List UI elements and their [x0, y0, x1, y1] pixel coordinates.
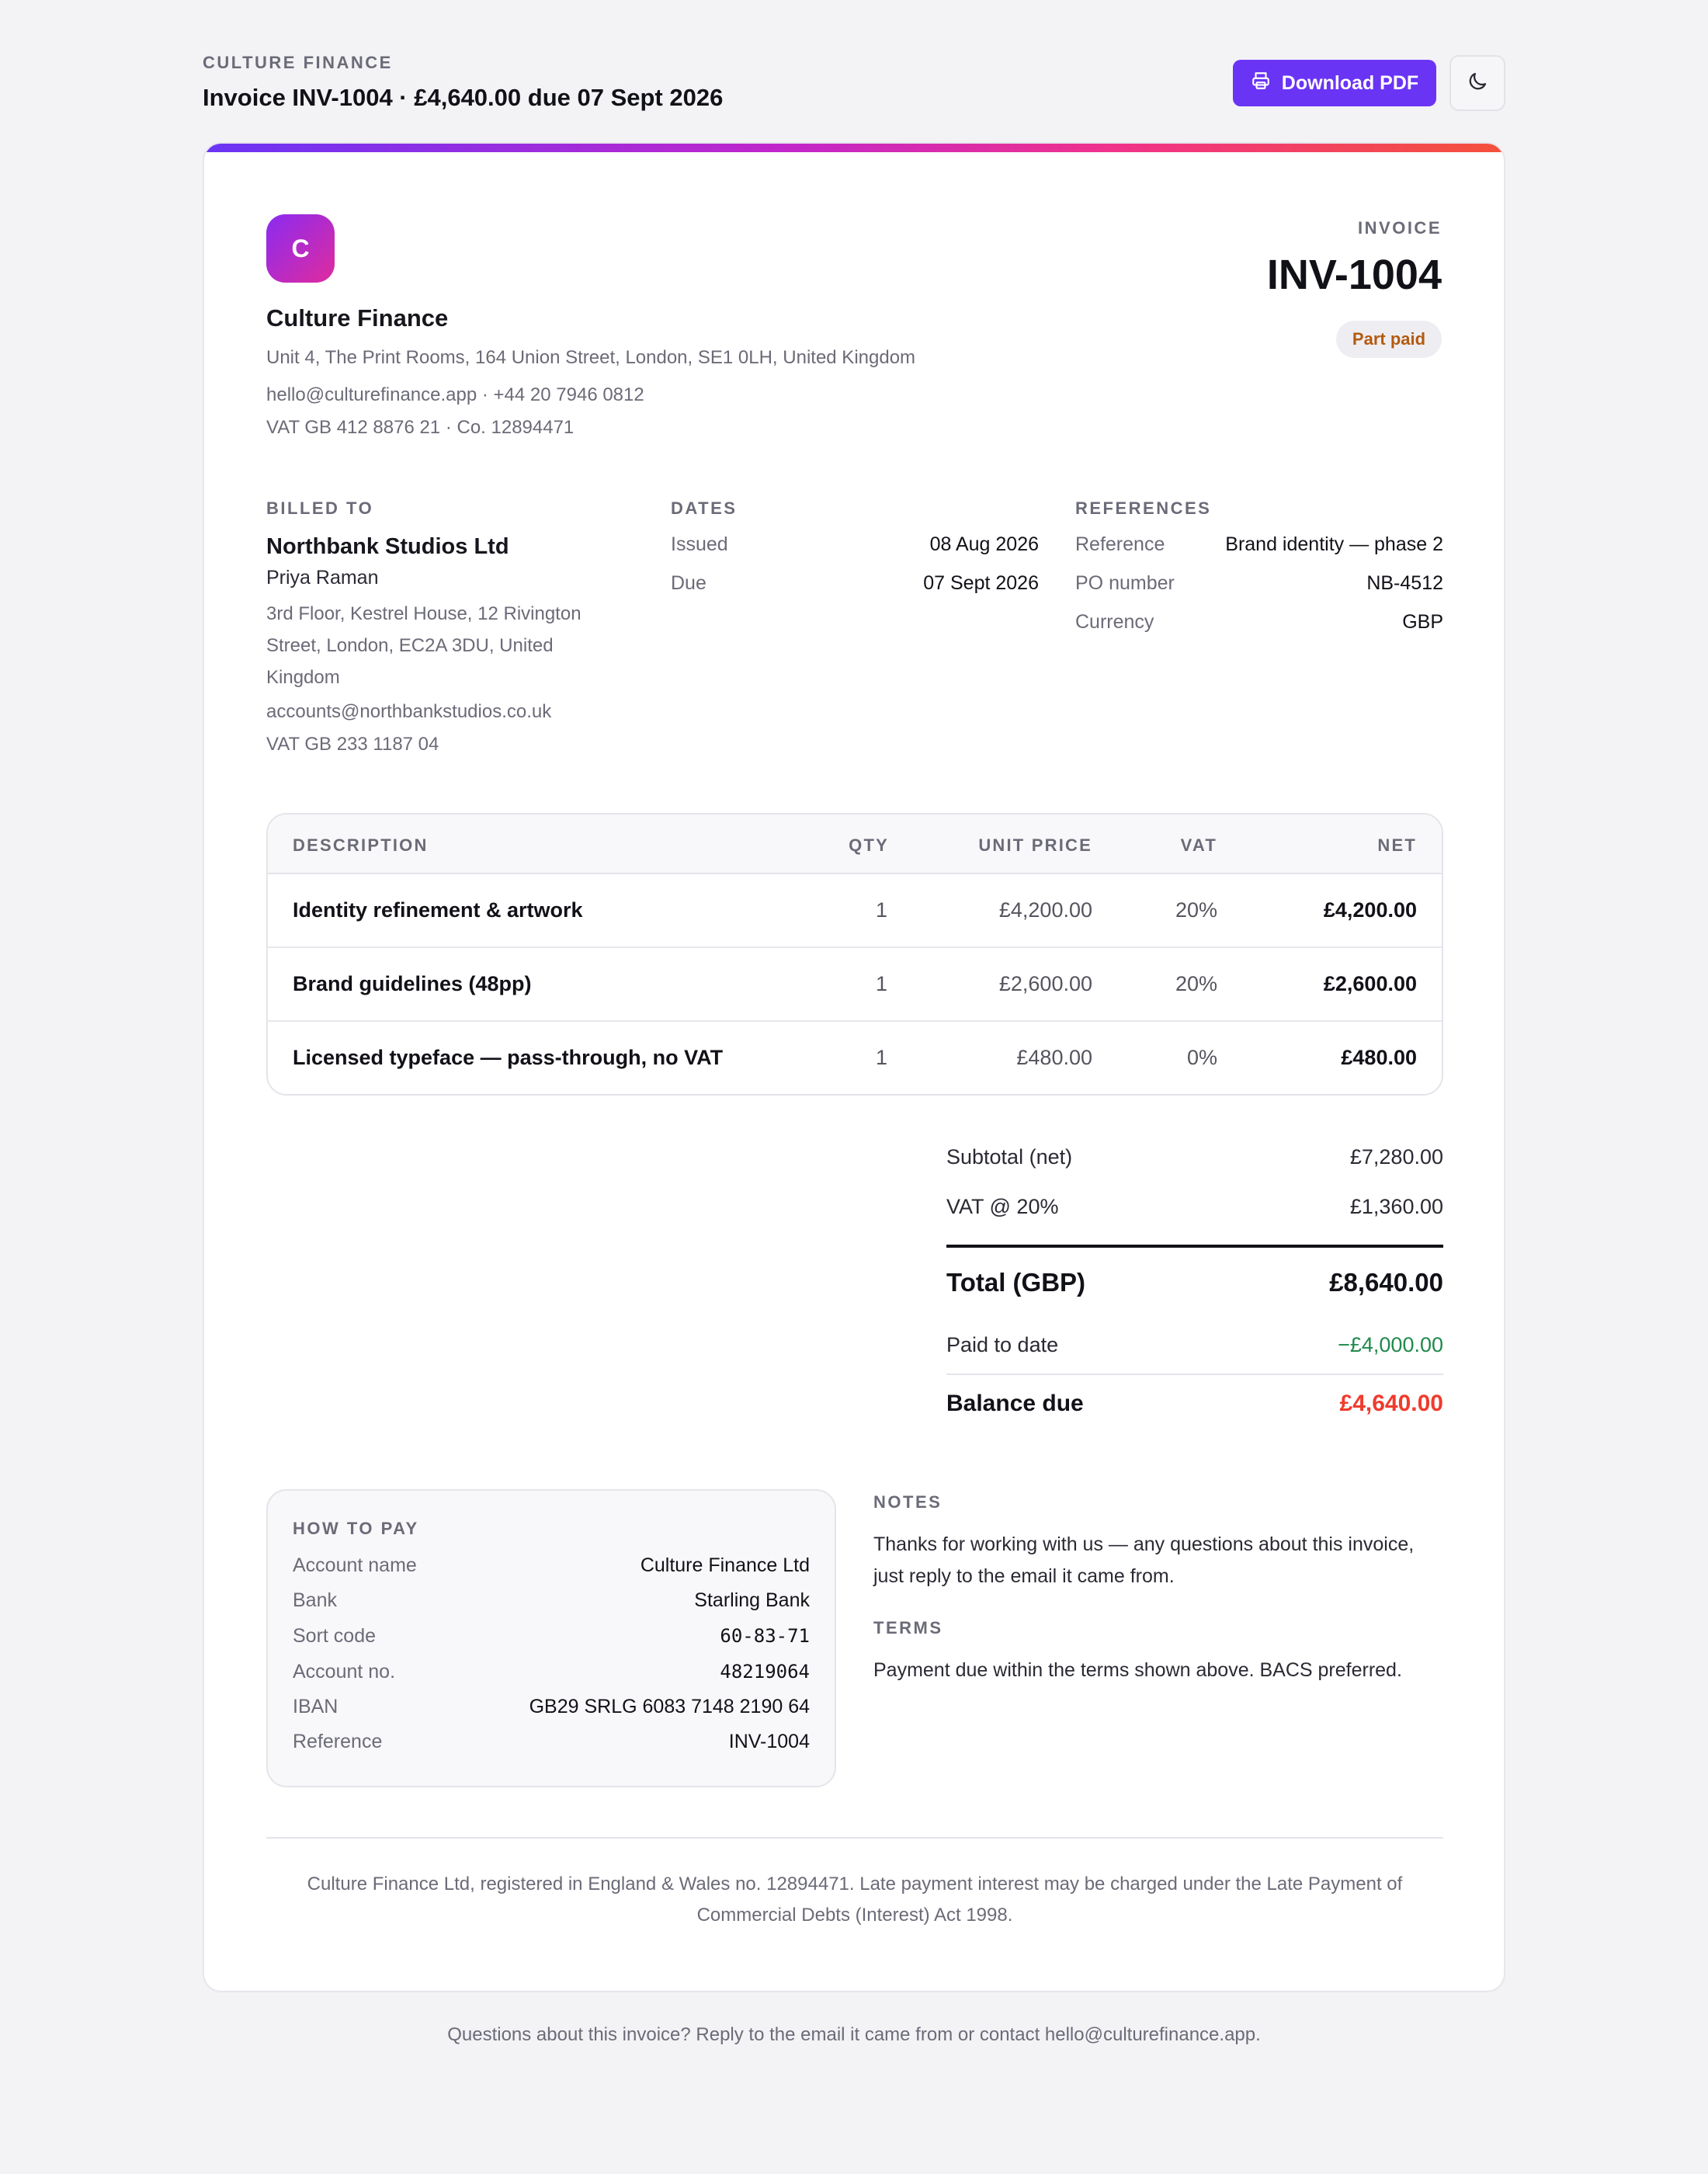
total-value: £8,640.00: [1329, 1268, 1443, 1297]
item-description: Licensed typeface — pass-through, no VAT: [293, 1046, 724, 1069]
item-qty: 1: [875, 972, 887, 995]
item-qty: 1: [875, 898, 887, 922]
payment-row: [293, 1696, 810, 1718]
footer-divider: [266, 1837, 1443, 1839]
subtotal-label: Subtotal (net): [946, 1145, 1073, 1169]
company-name: Culture Finance: [266, 304, 449, 332]
th-unit-price: UNIT PRICE: [978, 835, 1092, 855]
card-accent-bar: [204, 144, 1504, 152]
currency-value: GBP: [1402, 611, 1443, 633]
vat-row: [946, 1195, 1443, 1219]
payment-key: Bank: [293, 1589, 337, 1611]
subtotal-value: £7,280.00: [1349, 1145, 1443, 1169]
item-qty: 1: [875, 1046, 887, 1069]
table-header: [268, 814, 1442, 874]
printer-icon: [1251, 71, 1271, 96]
issued-label: Issued: [671, 533, 728, 555]
item-vat: 20%: [1175, 898, 1217, 922]
currency-label: Currency: [1075, 611, 1154, 633]
payment-key: Account name: [293, 1554, 417, 1576]
company-contact: hello@culturefinance.app · +44 20 7946 0812: [266, 384, 644, 405]
invoice-card: [203, 142, 1505, 1992]
payment-value: INV-1004: [728, 1731, 810, 1752]
client-vat: VAT GB 233 1187 04: [266, 734, 439, 755]
payment-row: [293, 1589, 810, 1612]
vat-label: VAT @ 20%: [946, 1195, 1059, 1218]
client-email: accounts@northbankstudios.co.uk: [266, 701, 552, 722]
payment-key: Sort code: [293, 1625, 377, 1647]
payment-key: IBAN: [293, 1696, 338, 1717]
download-pdf-button[interactable]: [1233, 60, 1436, 106]
item-description: Identity refinement & artwork: [293, 898, 583, 922]
page-footer: Questions about this invoice? Reply to the email it came from or contact hello@culturefinance.app.: [447, 2024, 1261, 2045]
notes-label: NOTES: [873, 1492, 943, 1512]
item-unit-price: £4,200.00: [998, 898, 1092, 922]
th-vat: VAT: [1180, 835, 1217, 855]
po-value: NB-4512: [1366, 572, 1443, 594]
payment-value: 60-83-71: [720, 1625, 810, 1647]
dates-label: DATES: [671, 498, 738, 518]
th-qty: QTY: [849, 835, 889, 855]
due-label: Due: [671, 572, 706, 594]
due-date: 07 Sept 2026: [923, 572, 1039, 594]
issued-date: 08 Aug 2026: [929, 533, 1039, 555]
payment-row: [293, 1661, 810, 1683]
currency-row: [1075, 611, 1443, 634]
table-row: [268, 1022, 1442, 1096]
totals-divider: [946, 1245, 1443, 1248]
billed-to-label: BILLED TO: [266, 498, 374, 518]
paid-value: −£4,000.00: [1338, 1333, 1443, 1356]
item-vat: 20%: [1175, 972, 1217, 995]
download-pdf-label: Download PDF: [1281, 71, 1419, 94]
references-label: REFERENCES: [1075, 498, 1212, 518]
item-vat: 0%: [1186, 1046, 1217, 1069]
th-net: NET: [1377, 835, 1417, 855]
company-address: Unit 4, The Print Rooms, 164 Union Street, London, SE1 0LH, United Kingdom: [266, 347, 916, 368]
notes-text: Thanks for working with us — any questions about this invoice, just reply to the email it came from.: [873, 1533, 1415, 1587]
item-net: £2,600.00: [1323, 972, 1417, 995]
item-unit-price: £2,600.00: [998, 972, 1092, 995]
item-net: £4,200.00: [1323, 898, 1417, 922]
po-label: PO number: [1075, 572, 1175, 594]
invoice-kicker: INVOICE: [1358, 218, 1442, 238]
status-badge: Part paid: [1336, 321, 1442, 358]
po-row: [1075, 572, 1443, 595]
terms-text: Payment due within the terms shown above. BACS preferred.: [873, 1659, 1402, 1681]
table-row: [268, 874, 1442, 948]
how-to-pay-label: HOW TO PAY: [293, 1519, 419, 1538]
legal-text: Culture Finance Ltd, registered in England & Wales no. 12894471. Late payment interest may be charged under the Late Payment of Commercial Debts (Interest) Act 1998.: [307, 1874, 1403, 1926]
payment-row: [293, 1731, 810, 1753]
balance-row: [946, 1391, 1443, 1417]
item-net: £480.00: [1341, 1046, 1417, 1069]
th-description: DESCRIPTION: [293, 835, 429, 855]
invoice-number: INV-1004: [1266, 252, 1442, 298]
brand-kicker: CULTURE FINANCE: [203, 53, 393, 72]
moon-icon: [1466, 70, 1489, 97]
paid-row: [946, 1333, 1443, 1357]
due-row: [671, 572, 1039, 595]
top-bar: [203, 0, 1505, 144]
reference-value: Brand identity — phase 2: [1225, 533, 1443, 555]
reference-row: [1075, 533, 1443, 556]
company-registration: VAT GB 412 8876 21 · Co. 12894471: [266, 417, 575, 438]
balance-divider: [946, 1374, 1443, 1375]
item-description: Brand guidelines (48pp): [293, 972, 532, 995]
page-title: Invoice INV-1004 · £4,640.00 due 07 Sept 2026: [203, 84, 724, 111]
client-address: 3rd Floor, Kestrel House, 12 Rivington Street, London, EC2A 3DU, United Kingdom: [266, 603, 581, 688]
vat-value: £1,360.00: [1349, 1195, 1443, 1218]
line-items-table: [266, 813, 1443, 1096]
page: [203, 0, 1505, 2045]
payment-value: Culture Finance Ltd: [640, 1554, 810, 1576]
payment-value: GB29 SRLG 6083 7148 2190 64: [529, 1696, 810, 1717]
theme-toggle-button[interactable]: [1449, 55, 1505, 111]
payment-value: Starling Bank: [694, 1589, 810, 1611]
balance-label: Balance due: [946, 1391, 1084, 1416]
total-row: [946, 1268, 1443, 1297]
issued-row: [671, 533, 1039, 556]
reference-label: Reference: [1075, 533, 1165, 555]
balance-value: £4,640.00: [1339, 1391, 1443, 1416]
payment-row: [293, 1554, 810, 1577]
table-row: [268, 948, 1442, 1022]
company-logo: C: [266, 214, 335, 283]
payment-key: Account no.: [293, 1661, 396, 1683]
payment-value: 48219064: [720, 1661, 810, 1683]
paid-label: Paid to date: [946, 1333, 1059, 1356]
payment-details-box: [266, 1489, 836, 1787]
item-unit-price: £480.00: [1016, 1046, 1092, 1069]
total-label: Total (GBP): [946, 1268, 1086, 1297]
client-name: Northbank Studios Ltd: [266, 534, 509, 559]
subtotal-row: [946, 1145, 1443, 1169]
payment-row: [293, 1625, 810, 1648]
terms-label: TERMS: [873, 1618, 943, 1637]
payment-key: Reference: [293, 1731, 383, 1752]
client-contact-person: Priya Raman: [266, 567, 379, 589]
